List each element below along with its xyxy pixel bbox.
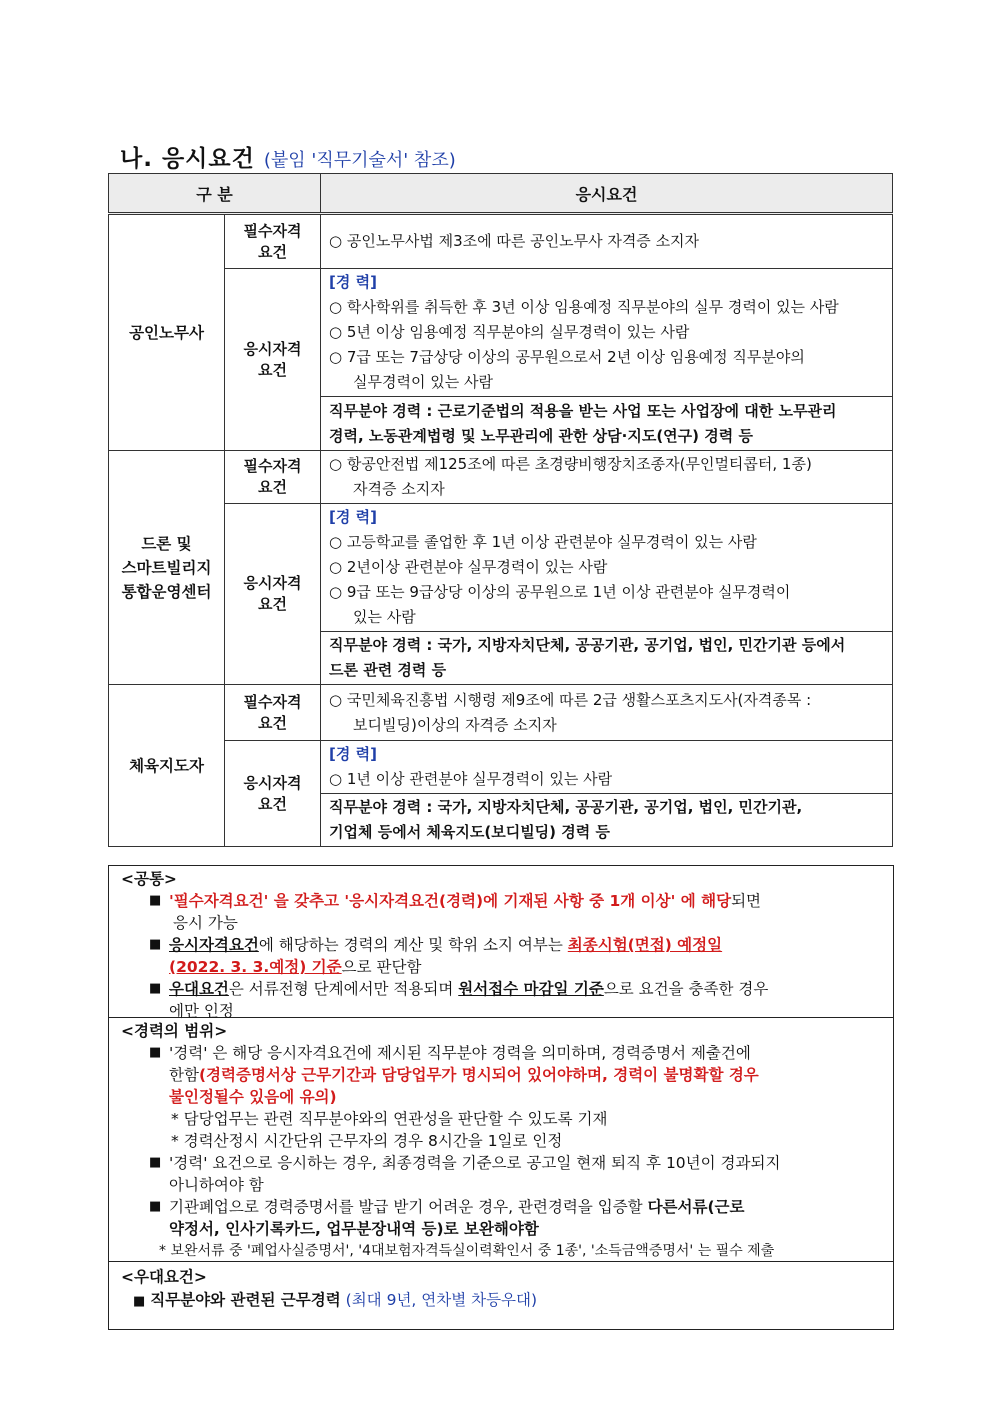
bullet-square-icon: ■: [149, 893, 162, 908]
common-b3-mid: 은 서류전형 단계에서만 적용되며: [228, 980, 459, 998]
scope-note-2: * 경력산정시 시간단위 근무자의 경우 8시간을 1일로 인정: [171, 1132, 563, 1150]
sports-duty-1: 직무분야 경력 : 국가, 지방자치단체, 공공기관, 공기업, 법인, 민간기관,: [329, 798, 803, 816]
scope-b1-pre: 한함: [169, 1066, 199, 1084]
drone-duty-2: 드론 관련 경력 등: [329, 661, 447, 679]
career-tag-3: [경 력]: [329, 745, 377, 763]
common-b2-bold: 응시자격요건: [169, 936, 259, 954]
common-b2-end: 으로 판단함: [341, 958, 422, 976]
section-title-main: 나. 응시요건: [120, 146, 255, 172]
preferred-blue: (최대 9년, 연차별 차등우대): [345, 1291, 538, 1309]
label-apply-2: 응시자격 요건: [225, 504, 321, 685]
scope-b1-red2: 불인정될수 있음에 유의): [169, 1088, 337, 1106]
scope-b3-bold2: 약정서, 인사기록카드, 업무분장내역 등)로 보완해야함: [169, 1220, 539, 1238]
scope-b2-line2: 아니하여야 함: [169, 1176, 264, 1194]
scope-b1-red1: (경력증명서상 근무기간과 담당업무가 명시되어 있어야하며, 경력이 불명확할 경우: [198, 1066, 759, 1084]
career-tag: [경 력]: [329, 273, 377, 291]
common-b2-mid: 에 해당하는 경력의 계산 및 학위 소지 여부는: [258, 936, 568, 954]
drone-career-3: ○ 9급 또는 9급상당 이상의 공무원으로 1년 이상 관련분야 실무경력이: [329, 583, 791, 601]
common-b3-end: 으로 요건을 충족한 경우: [603, 980, 769, 998]
labor-career-2: ○ 5년 이상 임용예정 직무분야의 실무경력이 있는 사람: [329, 323, 690, 341]
common-bullet-2: [121, 934, 885, 978]
bullet-square-icon: ■: [149, 1199, 162, 1214]
preferred-section: [109, 1262, 893, 1314]
scope-bullet-2: [121, 1152, 885, 1196]
label-apply: 응시자격 요건: [225, 269, 321, 451]
scope-b3-pre: 기관폐업으로 경력증명서를 발급 받기 어려운 경우, 관련경력을 입증할: [169, 1198, 648, 1216]
drone-career: [321, 504, 893, 632]
sports-career: [321, 741, 893, 794]
common-b2-red2: (2022. 3. 3.예정) 기준: [169, 958, 342, 976]
scope-bullet-3: [121, 1196, 885, 1240]
labor-duty-1: 직무분야 경력 : 근로기준법의 적용을 받는 사업 또는 사업장에 대한 노무관리: [329, 401, 837, 420]
label-apply-3: 응시자격 요건: [225, 741, 321, 847]
drone-duty-1: 직무분야 경력 : 국가, 지방자치단체, 공공기관, 공기업, 법인, 민간기관 등에서: [329, 636, 846, 654]
scope-b2-line1: '경력' 요건으로 응시하는 경우, 최종경력을 기준으로 공고일 현재 퇴직 후 10년이 경과되지: [169, 1154, 781, 1172]
labor-duty-2: 경력, 노동관계법령 및 노무관리에 관한 상담·지도(연구) 경력 등: [329, 426, 753, 445]
requirements-table: [108, 173, 893, 847]
drone-career-4: 있는 사람: [353, 608, 416, 626]
scope-bullet-1: [121, 1042, 885, 1108]
section-labor-attorney: 공인노무사: [109, 214, 225, 451]
labor-career-1: ○ 학사학위를 취득한 후 3년 이상 임용예정 직무분야의 실무 경력이 있는 사람: [329, 298, 839, 316]
section-drone: 드론 및 스마트빌리지 통합운영센터: [109, 451, 225, 685]
notes-box: [108, 865, 894, 1330]
common-b1-rest: 되면: [731, 892, 762, 910]
drone-career-1: ○ 고등학교를 졸업한 후 1년 이상 관련분야 실무경력이 있는 사람: [329, 533, 757, 551]
scope-section: [109, 1018, 893, 1262]
sports-required-2: 보디빌딩)이상의 자격증 소지자: [353, 715, 557, 734]
bullet-square-icon: ■: [149, 981, 162, 996]
scope-note-1: * 담당업무는 관련 직무분야와의 연관성을 판단할 수 있도록 기재: [171, 1110, 608, 1128]
common-b3-ubold: 원서접수 마감일 기준: [458, 980, 604, 998]
bullet-square-icon: ■: [133, 1294, 146, 1309]
common-b2-red: 최종시험(면접) 예정일: [567, 936, 723, 954]
labor-duty: [321, 397, 893, 451]
sports-required-1: ○ 국민체육진흥법 시행령 제9조에 따른 2급 생활스포츠지도사(자격종목 :: [329, 690, 812, 709]
career-tag-2: [경 력]: [329, 508, 377, 526]
label-required-3: 필수자격 요건: [225, 685, 321, 741]
sports-duty: [321, 794, 893, 847]
drone-required-2: 자격증 소지자: [353, 480, 445, 498]
bullet-square-icon: ■: [149, 937, 162, 952]
bullet-square-icon: ■: [149, 1045, 162, 1060]
header-requirements: 응시요건: [321, 174, 893, 214]
scope-heading: <경력의 범위>: [121, 1022, 228, 1040]
drone-required-1: ○ 항공안전법 제125조에 따른 초경량비행장치조종자(무인멀티콥터, 1종): [329, 455, 812, 473]
common-b1-red: '필수자격요건' 을 갖추고 '응시자격요건(경력)에 기재된 사항 중 1개 이상' 에 해당: [169, 892, 732, 910]
common-bullet-1: [121, 890, 885, 934]
common-b3-line2: 에만 인정: [169, 1002, 234, 1020]
sports-career-1: ○ 1년 이상 관련분야 실무경력이 있는 사람: [329, 770, 613, 788]
preferred-heading: <우대요건>: [121, 1268, 207, 1286]
scope-b1-line1: '경력' 은 해당 응시자격요건에 제시된 직무분야 경력을 의미하며, 경력증명서 제출건에: [169, 1044, 751, 1062]
preferred-item: [121, 1288, 885, 1314]
label-required: 필수자격 요건: [225, 214, 321, 269]
labor-required: ○ 공인노무사법 제3조에 따른 공인노무사 자격증 소지자: [321, 214, 893, 269]
section-sports-instructor: 체육지도자: [109, 685, 225, 847]
drone-required: [321, 451, 893, 504]
common-section: [109, 866, 893, 1018]
label-required-2: 필수자격 요건: [225, 451, 321, 504]
preferred-bold: 직무분야와 관련된 근무경력: [150, 1291, 341, 1309]
labor-career: [321, 269, 893, 397]
section-title: [120, 140, 456, 173]
bullet-square-icon: ■: [149, 1155, 162, 1170]
common-b3-bold: 우대요건: [169, 980, 229, 998]
common-b1-line2: 응시 가능: [173, 914, 238, 932]
sports-duty-2: 기업체 등에서 체육지도(보디빌딩) 경력 등: [329, 823, 610, 841]
labor-career-4: 실무경력이 있는 사람: [353, 373, 493, 391]
scope-note-3: * 보완서류 중 '폐업사실증명서', '4대보험자격득실이력확인서 중 1종', '소득금액증명서' 는 필수 제출: [159, 1243, 775, 1259]
common-bullet-3: [121, 978, 885, 1022]
section-title-sub: (붙임 '직무기술서' 참조): [263, 150, 456, 171]
common-heading: <공통>: [121, 870, 177, 888]
header-category: 구 분: [109, 174, 321, 214]
drone-duty: [321, 632, 893, 685]
sports-required: [321, 685, 893, 741]
labor-career-3: ○ 7급 또는 7급상당 이상의 공무원으로서 2년 이상 임용예정 직무분야의: [329, 348, 805, 366]
drone-career-2: ○ 2년이상 관련분야 실무경력이 있는 사람: [329, 558, 608, 576]
scope-b3-bold1: 다른서류(근로: [647, 1198, 745, 1216]
